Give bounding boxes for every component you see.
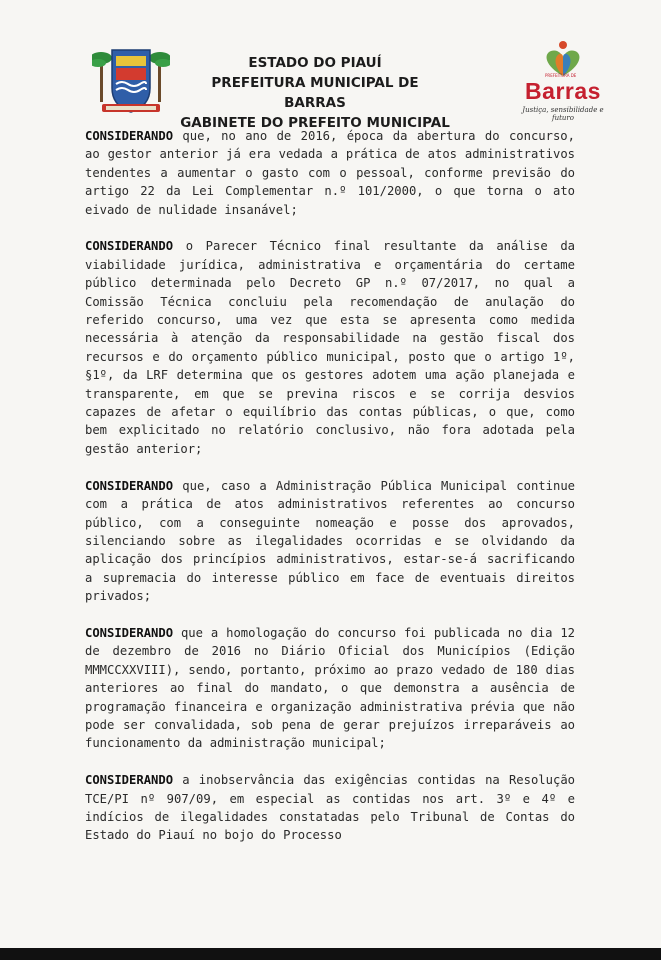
paragraph-2 xyxy=(85,237,575,458)
brand-tagline: Justiça, sensibilidade e futuro xyxy=(522,106,604,122)
scan-bottom-edge xyxy=(0,948,661,960)
paragraph-keyword: CONSIDERANDO xyxy=(85,129,174,143)
brand-name: Barras xyxy=(525,78,601,104)
header-prefecture: PREFEITURA MUNICIPAL DE BARRAS xyxy=(211,75,419,111)
paragraph-text: a inobservância das exigências contidas na Resolução TCE/PI nº 907/09, em especial as contidas nos art. 3º e 4º e indícios de ilegalidades constatadas pelo Tribunal de Contas do Estado do Piauí no bojo do Processo xyxy=(85,773,575,843)
paragraph-keyword: CONSIDERANDO xyxy=(85,239,174,254)
brand-small-label: PREFEITURA DE xyxy=(545,73,577,78)
paragraph-keyword: CONSIDERANDO xyxy=(85,478,174,493)
header-cabinet: GABINETE DO PREFEITO MUNICIPAL xyxy=(180,115,450,131)
paragraph-1 xyxy=(85,127,575,219)
document-body xyxy=(85,127,575,863)
paragraph-keyword: CONSIDERANDO xyxy=(85,625,174,640)
barras-brand-logo xyxy=(515,40,611,122)
header-state: ESTADO DO PIAUÍ xyxy=(248,55,382,71)
paragraph-keyword: CONSIDERANDO xyxy=(85,773,174,788)
paragraph-3 xyxy=(85,477,575,606)
paragraph-5 xyxy=(85,771,575,845)
paragraph-text: que, no ano de 2016, época da abertura do concurso, ao gestor anterior já era vedada a prática de atos administrativos tendentes a aumentar o gasto com o pessoal, conforme previsão do artigo 22 da Lei Complementar n.º 101/2000, o que torna o ato eivado de nulidade insanável; xyxy=(85,129,575,217)
municipal-crest-logo xyxy=(92,44,170,118)
paragraph-text: que, caso a Administração Pública Municipal continue com a prática de atos administrativos referentes ao concurso público, com a conseguinte nomeação e posse dos aprovados, silenciando sobre as ilegalidades ocorridas e se olvidando da aplicação dos princípios administrativos, estar-se-á sacrificando a supremacia do interesse público em face de eventuais direitos privados; xyxy=(85,478,575,604)
heart-emblem-icon xyxy=(515,40,611,80)
paragraph-text: que a homologação do concurso foi publicada no dia 12 de dezembro de 2016 no Diário Oficial dos Municípios (Edição MMMCCXXVIII), sendo, portanto, próximo ao prazo vedado de 180 dias anteriores ao final do mandato, o que demonstra a ausência de programação financeira e organização administrativa prévia que não pode ser convalidada, sob pena de gerar prejuízos irreparáveis ao funcionamento da administração municipal; xyxy=(85,625,575,751)
paragraph-4 xyxy=(85,624,575,753)
paragraph-text: o Parecer Técnico final resultante da análise da viabilidade jurídica, administrativa e orçamentária do certame público determinada pelo Decreto GP n.º 07/2017, no qual a Comissão Técnica concluiu pela recomendação de anulação do referido concurso, uma vez que esta se apresenta como medida necessária à atenção da responsabilidade na gestão fiscal dos recursos e do orçamento público municipal, posto que o artigo 1º, §1º, da LRF determina que os gestores adotem uma ação planejada e transparente, em que se previna riscos e se corrija desvios capazes de afetar o equilíbrio das contas públicas, o que, como bem explicitado no relatório conclusivo, não fora adotada pela gestão anterior; xyxy=(85,239,575,456)
letterhead xyxy=(180,53,450,133)
